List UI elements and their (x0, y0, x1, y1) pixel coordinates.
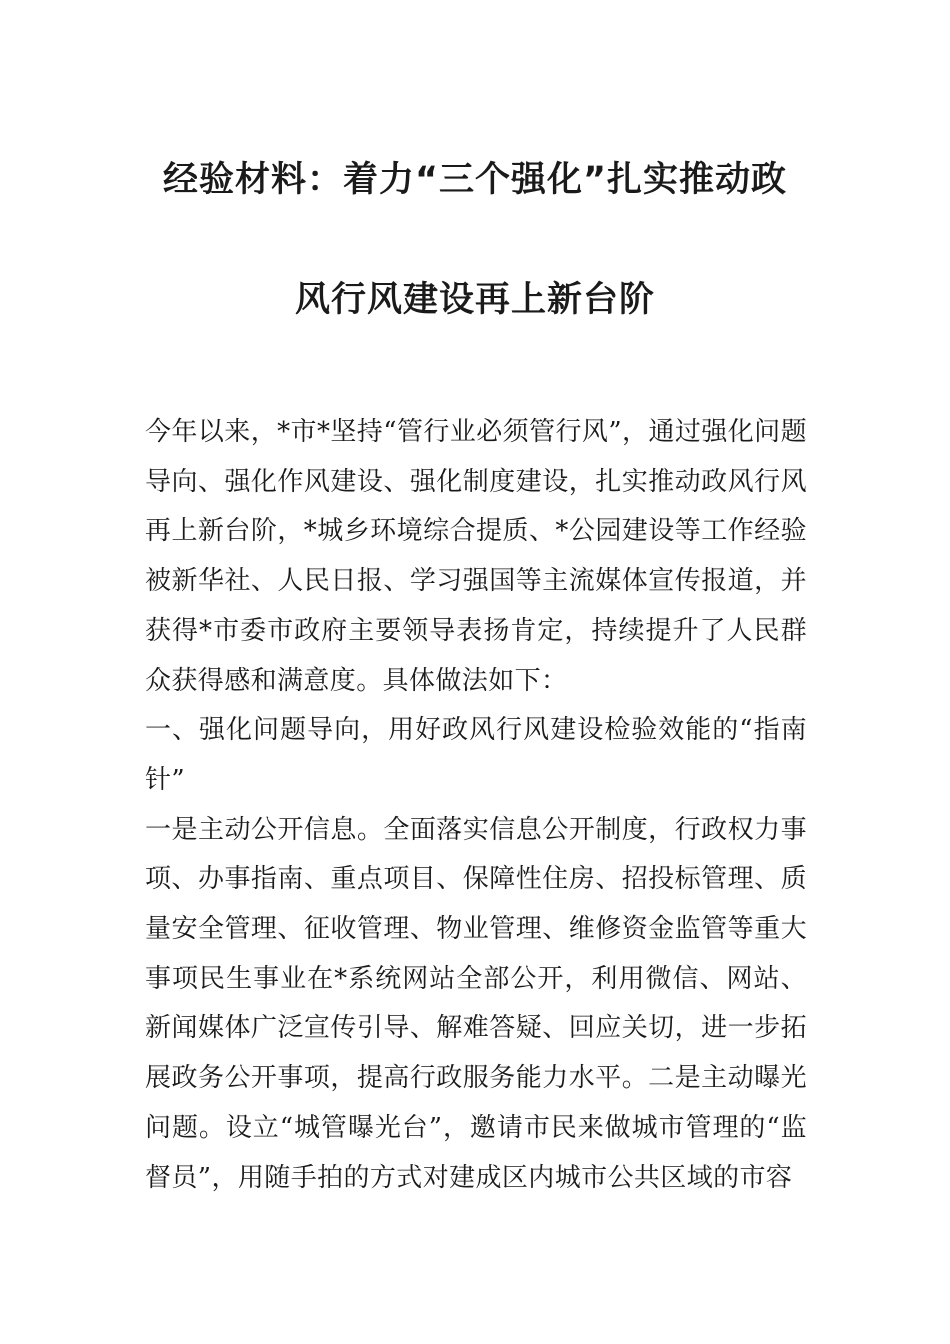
section-1-paragraph: 一是主动公开信息。全面落实信息公开制度，行政权力事项、办事指南、重点项目、保障性住房、招投标管理、质量安全管理、征收管理、物业管理、维修资金监管等重大事项民生事业在*系统网站全部公开，利用微信、网站、新闻媒体广泛宣传引导、解难答疑、回应关切，进一步拓展政务公开事项，提高行政服务能力水平。二是主动曝光问题。设立“城管曝光台”，邀请市民来做城市管理的“监督员”，用随手拍的方式对建成区内城市公共区域的市容 (145, 814, 807, 1193)
section-heading-1: 一、强化问题导向，用好政风行风建设检验效能的“指南针” (145, 715, 807, 795)
intro-paragraph: 今年以来，*市*坚持“管行业必须管行风”，通过强化问题导向、强化作风建设、强化制度建设，扎实推动政风行风再上新台阶，*城乡环境综合提质、*公园建设等工作经验被新华社、人民日报、学习强国等主流媒体宣传报道，并获得*市委市政府主要领导表扬肯定，持续提升了人民群众获得感和满意度。具体做法如下： (145, 417, 807, 696)
body-text (145, 408, 807, 1203)
title-line-1: 经验材料：着力“三个强化”扎实推动政 (162, 160, 787, 200)
title-line-2: 风行风建设再上新台阶 (294, 280, 655, 320)
